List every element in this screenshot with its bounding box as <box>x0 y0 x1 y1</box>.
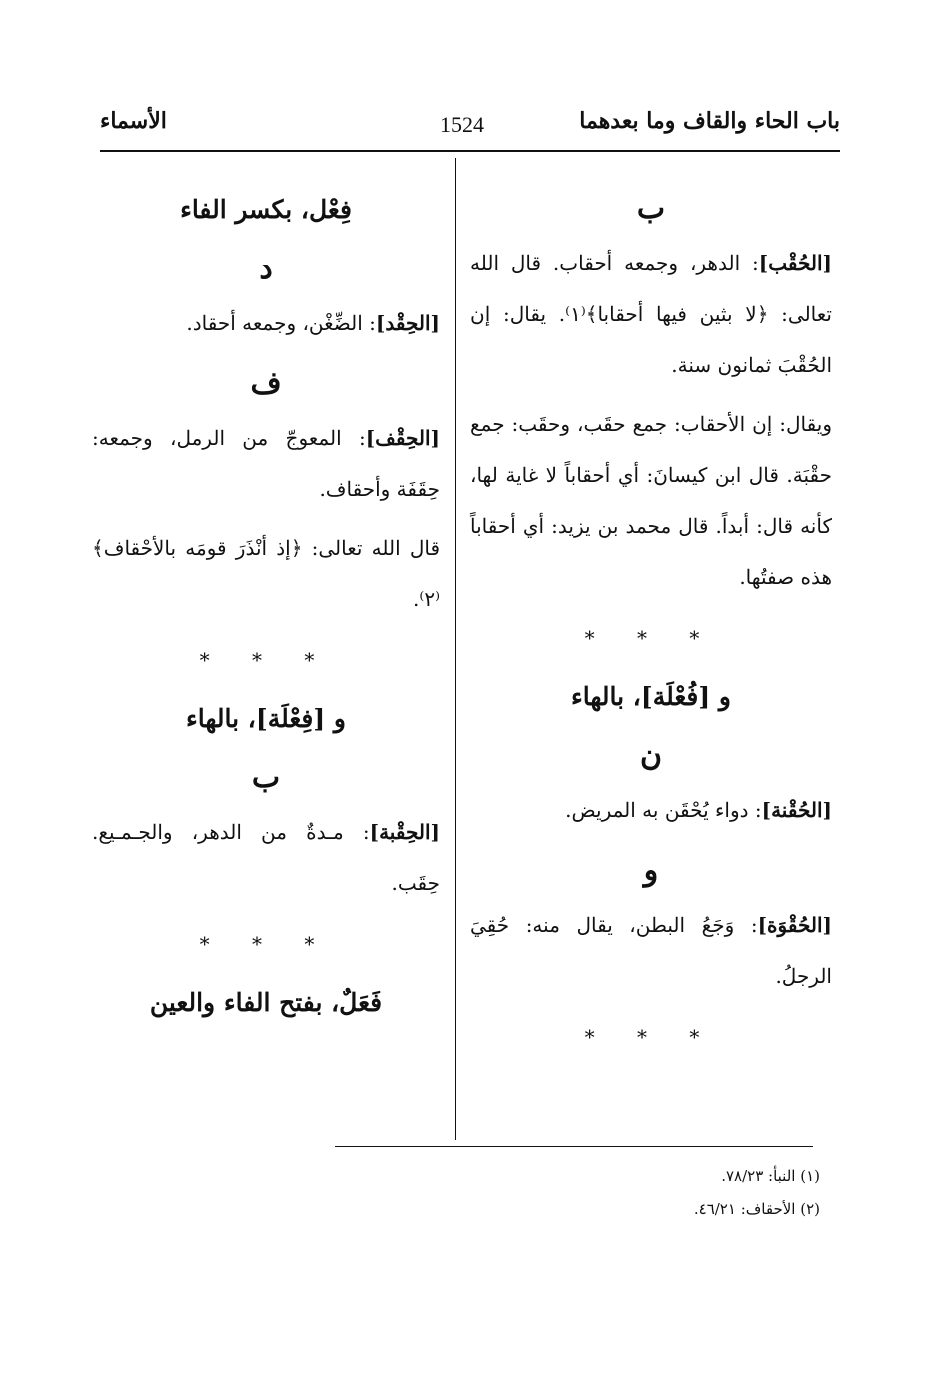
entry-hiqba-paragraph <box>92 807 440 909</box>
section-separator: * * * <box>584 626 718 650</box>
headword: [الحِقْف] <box>365 426 440 450</box>
letter-heading-b: ب <box>251 760 281 795</box>
headword: [الحِقْبة] <box>369 820 440 844</box>
entry-huqb-paragraph-2: ويقال: إن الأحقاب: جمع حقَب، وحقَب: جمع حقْبَة. قال ابن كيسانَ: أي أحقاباً لا غاية لها، كأنه قال: أبداً. قال محمد بن يزيد: أي أحقاباً هذه صفتُها. <box>470 412 832 589</box>
running-head <box>100 108 840 148</box>
entry-hiqba <box>92 807 440 909</box>
section-title: الأسماء <box>100 108 167 134</box>
entry-huqb-paragraph <box>470 238 832 391</box>
right-column <box>470 180 832 1066</box>
column-divider <box>455 158 456 1140</box>
footnote-2: (٢) الأحقاف: ٤٦/٢١. <box>693 1200 820 1218</box>
headword: [الحُقْوَة] <box>757 913 832 937</box>
entry-huqna-paragraph <box>470 785 832 836</box>
footnotes <box>335 1160 820 1226</box>
entry-hiqd <box>92 298 440 349</box>
entry-hiqf-paragraph <box>92 413 440 515</box>
header-rule <box>100 150 840 152</box>
definition: : الضِّغْن، وجمعه أحقاد. <box>186 311 376 335</box>
entry-hiqf-paragraph-2: قال الله تعالى: ﴿إذ أنْذَرَ قومَه بالأحْقاف﴾⁽٢⁾. <box>92 536 440 611</box>
headword: [الحِقْد] <box>375 311 440 335</box>
footnote-1: (١) النبأ: ٧٨/٢٣. <box>721 1167 820 1185</box>
definition: : المعوجّ من الرمل، وجمعه: حِقَفَة وأحقاف. <box>92 426 440 501</box>
section-heading-fila: و [فِعْلَة]، بالهاء <box>186 704 346 733</box>
page-number: 1524 <box>440 112 484 137</box>
definition: : مـدةٌ من الدهر، والجـمـيع. حِقَب. <box>92 820 440 895</box>
entry-hiqd-paragraph <box>92 298 440 349</box>
section-separator: * * * <box>199 648 333 672</box>
section-separator: * * * <box>199 932 333 956</box>
section-heading-fula: و [فُعْلَة]، بالهاء <box>571 682 731 711</box>
section-heading-fil: فِعْل، بكسر الفاء <box>180 195 352 224</box>
headword: [الحُقْنة] <box>761 798 832 822</box>
entry-huqwa-paragraph <box>470 900 832 1002</box>
letter-heading-n: ن <box>639 738 663 773</box>
letter-heading-b: ب <box>636 191 666 226</box>
entry-huqb <box>470 238 832 603</box>
footnote-rule <box>335 1146 813 1147</box>
entry-huqna <box>470 785 832 836</box>
headword: [الحُقْب] <box>758 251 832 275</box>
chapter-title: باب الحاء والقاف وما بعدهما <box>579 108 840 134</box>
definition: : الدهر، وجمعه أحقاب. قال الله تعالى: ﴿لا بثين فيها أحقابا﴾⁽١⁾. يقال: إن الحُقْبَ ثمانون سنة. <box>470 251 832 377</box>
section-heading-faal: فَعَلٌ، بفتح الفاء والعين <box>149 988 383 1017</box>
entry-hiqf <box>92 413 440 625</box>
left-column <box>92 180 440 1033</box>
letter-heading-w: و <box>643 853 659 888</box>
definition: : دواء يُحْقَن به المريض. <box>565 798 762 822</box>
entry-huqwa <box>470 900 832 1002</box>
letter-heading-f: ف <box>250 366 282 401</box>
definition: : وَجَعُ البطن، يقال منه: حُقِيَ الرجلُ. <box>470 913 832 988</box>
section-separator: * * * <box>584 1025 718 1049</box>
letter-heading-d: د <box>259 251 273 286</box>
